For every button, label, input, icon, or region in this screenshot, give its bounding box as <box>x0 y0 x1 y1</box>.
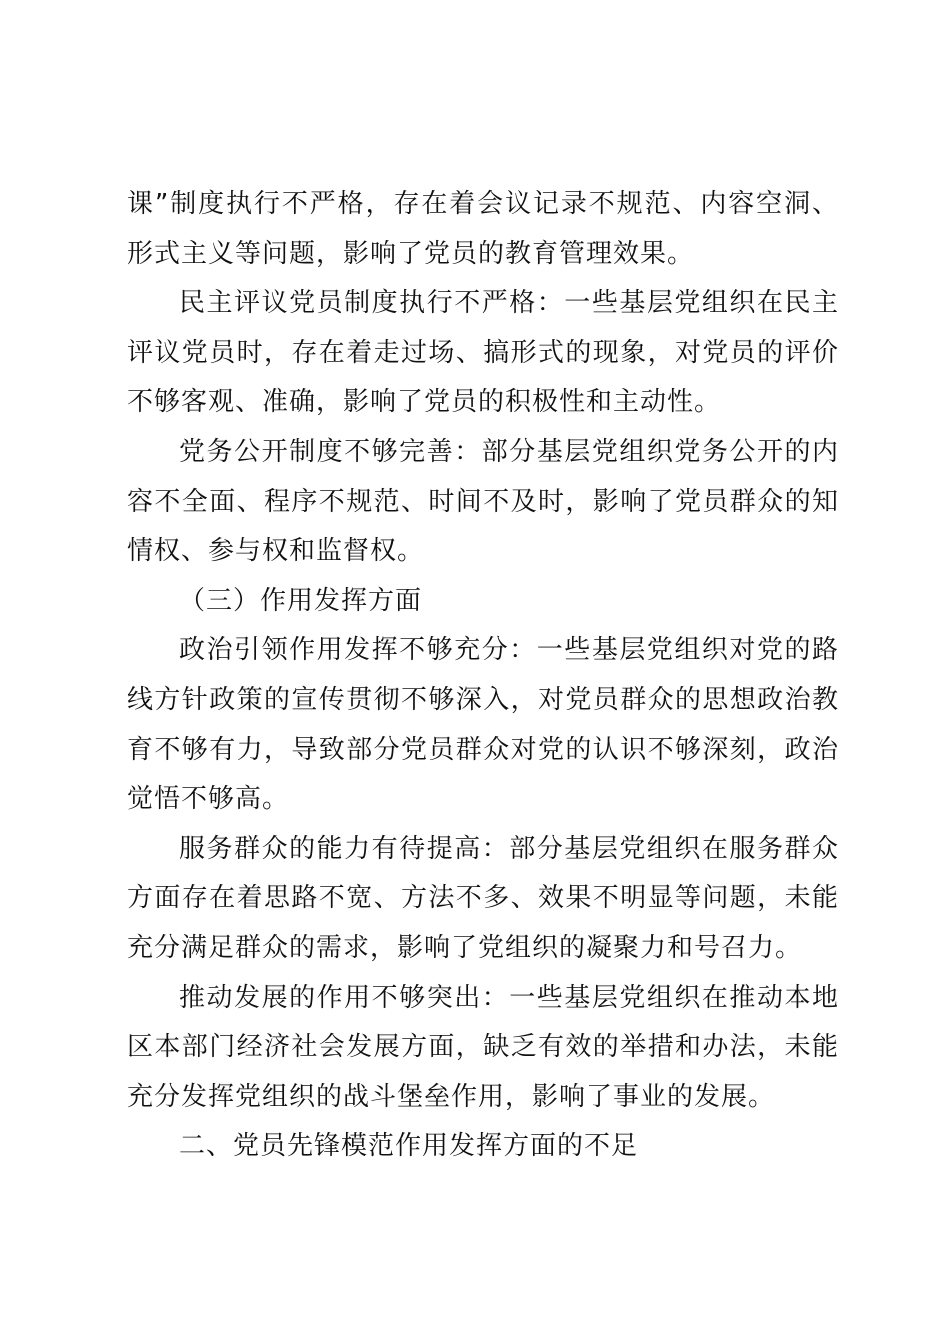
document-body <box>127 180 839 1172</box>
paragraph-serving-masses: 服务群众的能力有待提高：部分基层党组织在服务群众方面存在着思路不宽、方法不多、效果不明显等问题，未能充分满足群众的需求，影响了党组织的凝聚力和号召力。 <box>127 833 839 963</box>
paragraph-political-leadership: 政治引领作用发挥不够充分：一些基层党组织对党的路线方针政策的宣传贯彻不够深入，对党员群众的思想政治教育不够有力，导致部分党员群众对党的认识不够深刻，政治觉悟不够高。 <box>127 635 839 815</box>
section-heading-party-members: 二、党员先锋模范作用发挥方面的不足 <box>179 1131 639 1162</box>
section-heading-role: （三）作用发挥方面 <box>179 585 423 616</box>
paragraph-continuation: 课”制度执行不严格，存在着会议记录不规范、内容空洞、形式主义等问题，影响了党员的教育管理效果。 <box>127 189 839 269</box>
paragraph-promoting-development: 推动发展的作用不够突出：一些基层党组织在推动本地区本部门经济社会发展方面，缺乏有效的举措和办法，未能充分发挥党组织的战斗堡垒作用，影响了事业的发展。 <box>127 982 839 1112</box>
paragraph-democratic-review: 民主评议党员制度执行不严格：一些基层党组织在民主评议党员时，存在着走过场、搞形式的现象，对党员的评价不够客观、准确，影响了党员的积极性和主动性。 <box>127 288 839 418</box>
paragraph-party-affairs-disclosure: 党务公开制度不够完善：部分基层党组织党务公开的内容不全面、程序不规范、时间不及时，影响了党员群众的知情权、参与权和监督权。 <box>127 436 839 567</box>
